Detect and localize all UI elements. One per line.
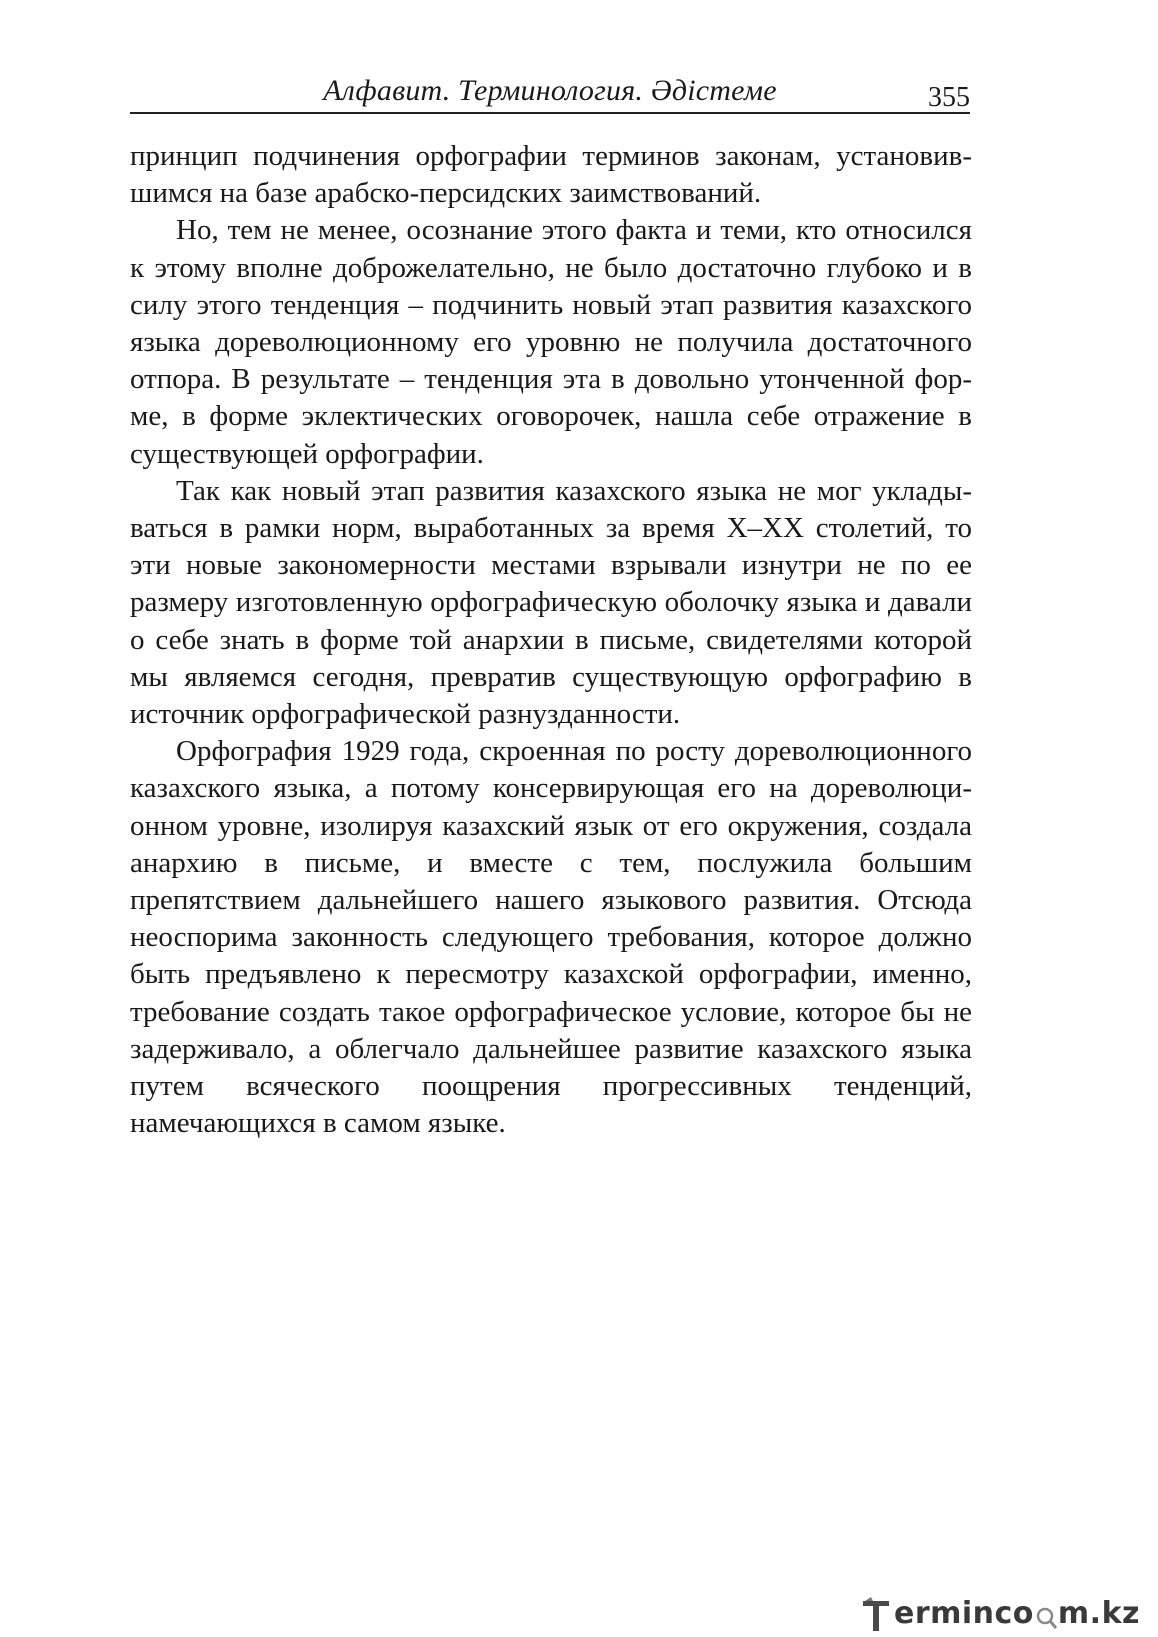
paragraph-3: Так как новый этап развития казахского языка не мог укладываться в рамки норм, выработанных за время X–XX столетий, то эти новые закономерности местами взрывали изнутри не по ее размеру изготовленную орфографическую оболочку языка и давали о себе знать в форме той анархии в письме, свидетелями которой мы являемся сегодня, превратив существующую орфографию в источник орфографической разнузданности. <box>130 474 972 731</box>
page-number: 355 <box>928 82 970 113</box>
paragraph-2: Но, тем не менее, осознание этого факта и теми, кто относился к этому вполне доброжелательно, не было достаточно глубоко и в силу этого тенденция – подчинить новый этап развития казахского языка дореволюционному его уровню не получила достаточного отпора. В результате – тенденция эта в довольно утонченной форме, в форме эклектических оговорочек, нашла себе отражение в существующей орфографии. <box>130 214 972 470</box>
body-text <box>130 138 972 1142</box>
paragraph-1: принцип подчинения орфографии терминов законам, установившимся на базе арабско-персидских заимствований. <box>130 140 972 210</box>
watermark <box>863 1589 1140 1631</box>
watermark-t-logo-icon <box>863 1597 893 1631</box>
paragraph-4: Орфография 1929 года, скроенная по росту дореволюционного казахского языка, а потому консервирующая его на дореволюционном уровне, изолируя казахский язык от его окружения, создала анархию в письме, и вместе с тем, послужила большим препятствием дальнейшего нашего языкового развития. Отсюда неоспорима законность следующего требования, которое должно быть предъявлено к пересмотру казахской орфографии, именно, требование создать такое орфографическое условие, которое бы не задерживало, а облегчало дальнейшее развитие казахского языка путем всяческого поощрения прогрессивных тенденций, намечающихся в самом языке. <box>130 735 972 1140</box>
watermark-text-start: ermincо <box>893 1596 1034 1631</box>
watermark-text-end: m.kz <box>1057 1596 1140 1631</box>
running-header-title: Алфавит. Терминология. Әдістеме <box>323 74 777 107</box>
running-header <box>130 70 970 114</box>
magnifier-icon <box>1035 1599 1057 1629</box>
